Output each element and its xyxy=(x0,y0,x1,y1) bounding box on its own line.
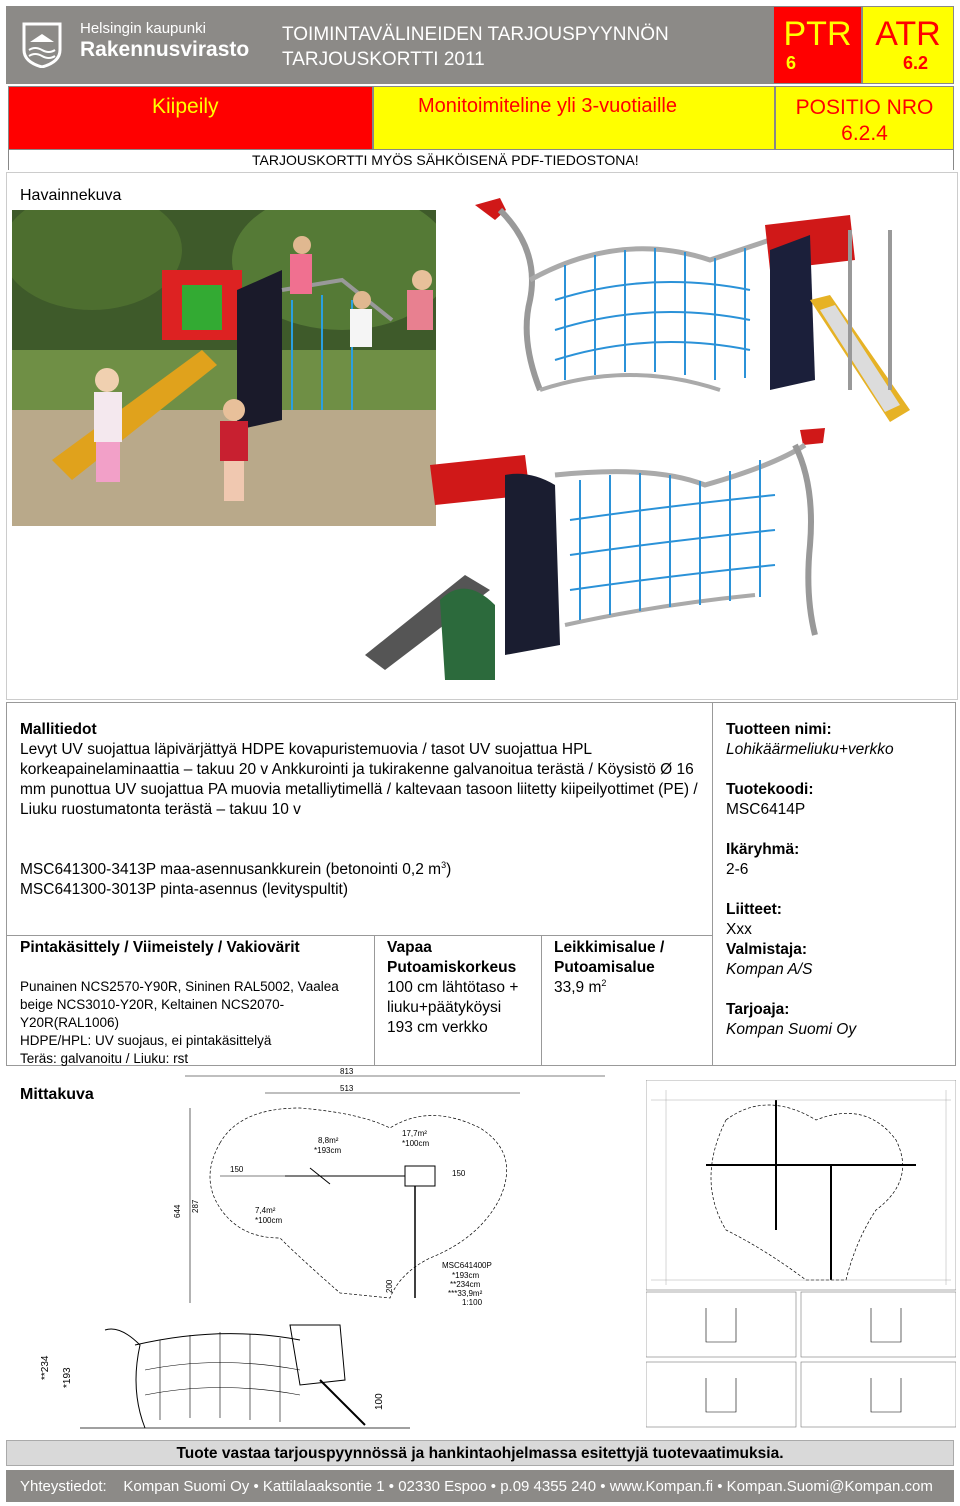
product-type: Monitoimiteline yli 3-vuotiaille xyxy=(418,95,677,117)
dim-total-width: 813 xyxy=(340,1068,354,1076)
product-name-value: Lohikäärmeliuku+verkko xyxy=(726,741,894,758)
anchor-option-1 xyxy=(20,860,710,880)
side-height-1: **234 xyxy=(40,1355,51,1380)
column-divider-1 xyxy=(374,935,375,1066)
city-name: Helsingin kaupunki xyxy=(80,20,206,37)
document-title xyxy=(282,22,752,72)
atr-box xyxy=(862,6,954,84)
side-height-2: *193 xyxy=(62,1367,73,1388)
dim-depth-inner: 287 xyxy=(191,1199,200,1213)
helsinki-crest-logo xyxy=(20,22,64,68)
anchor-option-1-sup: 3 xyxy=(441,859,447,870)
area-3: 7,4m² xyxy=(255,1206,276,1215)
title-line-2: TARJOUSKORTTI 2011 xyxy=(282,49,485,70)
category-group: Kiipeily xyxy=(152,95,219,118)
fall-height-line-2: 193 cm verkko xyxy=(387,1019,488,1036)
play-area-title: Leikkimisalue / Putoamisalue xyxy=(554,939,665,976)
attachments-label: Liitteet: xyxy=(726,901,782,918)
finish-title: Pintakäsittely / Viimeistely / Vakiovärit xyxy=(20,939,300,956)
bidder-value: Kompan Suomi Oy xyxy=(726,1021,857,1038)
play-area-number: 33,9 m xyxy=(554,979,602,996)
bidder-label: Tarjoaja: xyxy=(726,1001,790,1018)
side-height-3: 100 xyxy=(374,1393,385,1410)
product-render-back xyxy=(355,425,830,700)
category-group-cell xyxy=(8,86,373,150)
anchor-option-2: MSC641300-3013P pinta-asennus (levityspultit) xyxy=(20,881,348,898)
dim-bottom-ext: 200 xyxy=(385,1279,394,1293)
finish-colors: Punainen NCS2570-Y90R, Sininen RAL5002, Vaalea beige NCS3010-Y20R, Keltainen NCS2070-Y20R(RAL1006) xyxy=(20,979,339,1030)
contact-text: Yhteystiedot: Kompan Suomi Oy • Kattilalaaksontie 1 • 02330 Espoo • p.09 4355 240 • www.Kompan.fi • Kompan.Suomi@Kompan.com xyxy=(20,1478,933,1495)
fall-height-title: Vapaa Putoamiskorkeus xyxy=(387,939,517,976)
atr-label: ATR xyxy=(875,15,941,53)
dim-depth: 644 xyxy=(173,1204,182,1218)
product-render-front xyxy=(470,190,930,440)
age-group-value: 2-6 xyxy=(726,861,749,878)
fall-height-description xyxy=(387,978,537,1038)
position-cell xyxy=(775,86,954,150)
note-2: **234cm xyxy=(450,1280,481,1289)
ptr-box xyxy=(773,6,862,84)
info-divider xyxy=(712,702,713,1066)
department-name: Rakennusvirasto xyxy=(80,38,250,61)
product-name-label: Tuotteen nimi: xyxy=(726,721,832,738)
contact-bar xyxy=(6,1470,954,1502)
dim-inner-width: 513 xyxy=(340,1084,354,1093)
area-1: 8,8m² xyxy=(318,1136,339,1145)
anchor-option-1-text: MSC641300-3413P maa-asennusankkurein (betonointi 0,2 m xyxy=(20,861,442,878)
age-group-label: Ikäryhmä: xyxy=(726,841,800,858)
dim-right-margin: 150 xyxy=(452,1169,466,1178)
requirement-bar xyxy=(6,1440,954,1466)
anchor-option-1-end: ) xyxy=(446,861,452,878)
title-line-1: TOIMINTAVÄLINEIDEN TARJOUSPYYNNÖN xyxy=(282,24,669,45)
ptr-value: 6 xyxy=(786,53,797,73)
product-code-drawing: MSC641400P xyxy=(442,1261,492,1270)
play-area-unit-sup: 2 xyxy=(601,977,607,988)
product-code-label: Tuotekoodi: xyxy=(726,781,814,798)
picture-label: Havainnekuva xyxy=(20,187,122,204)
drawing-scale: 1:100 xyxy=(462,1298,483,1307)
installation-drawings xyxy=(646,1080,956,1430)
fall-height-line-1: 100 cm lähtötaso + liuku+päätyköysi xyxy=(387,979,519,1016)
area-2: 17,7m² xyxy=(402,1129,427,1138)
finish-description xyxy=(20,978,370,1068)
attachments-value: Xxx xyxy=(726,921,752,938)
ptr-label: PTR xyxy=(783,15,852,53)
position-label: POSITIO NRO xyxy=(795,96,934,119)
model-info-description: Levyt UV suojattua läpivärjättyä HDPE kovapuristemuovia / tasot UV suojattua HPL korkeapainelaminaattia – takuu 20 v Ankkurointi ja tukirakenne galvanoitua terästä / Köysistö Ø 16 mm punottua UV suojattua PA muovia metalliytimellä / kaltevaan tasoon liitetty kiipeilyottimet (PE) / Liuku ruostumatonta terästä – takuu 10 v xyxy=(20,741,698,818)
manufacturer-label: Valmistaja: xyxy=(726,941,807,958)
anchor-options xyxy=(20,860,710,900)
area-1-height: *193cm xyxy=(314,1146,342,1155)
product-type-cell xyxy=(373,86,775,150)
finish-hdpe: HDPE/HPL: UV suojaus, ei pintakäsittelyä xyxy=(20,1033,272,1048)
position-value: 6.2.4 xyxy=(841,122,888,145)
info-separator xyxy=(6,935,712,936)
pdf-notice: TARJOUSKORTTI MYÖS SÄHKÖISENÄ PDF-TIEDOSTONA! xyxy=(252,152,639,168)
drawing-label: Mittakuva xyxy=(20,1086,94,1103)
product-details xyxy=(726,720,951,1040)
atr-value: 6.2 xyxy=(903,53,929,73)
model-info-title: Mallitiedot xyxy=(20,721,97,738)
play-area-value xyxy=(554,978,606,998)
dim-left-margin: 150 xyxy=(230,1165,244,1174)
product-code-value: MSC6414P xyxy=(726,801,806,818)
manufacturer-value: Kompan A/S xyxy=(726,961,813,978)
plan-drawing xyxy=(100,1068,620,1313)
position-text xyxy=(776,95,953,147)
area-2-height: *100cm xyxy=(402,1139,430,1148)
note-1: *193cm xyxy=(452,1271,480,1280)
area-3-height: *100cm xyxy=(255,1216,283,1225)
side-elevation-drawing xyxy=(20,1310,420,1435)
requirement-text: Tuote vastaa tarjouspyynnössä ja hankintaohjelmassa esitettyjä tuotevaatimuksia. xyxy=(176,1445,784,1462)
column-divider-2 xyxy=(541,935,542,1066)
finish-steel: Teräs: galvanoitu / Liuku: rst xyxy=(20,1051,189,1066)
note-3: ***33,9m² xyxy=(448,1289,483,1298)
